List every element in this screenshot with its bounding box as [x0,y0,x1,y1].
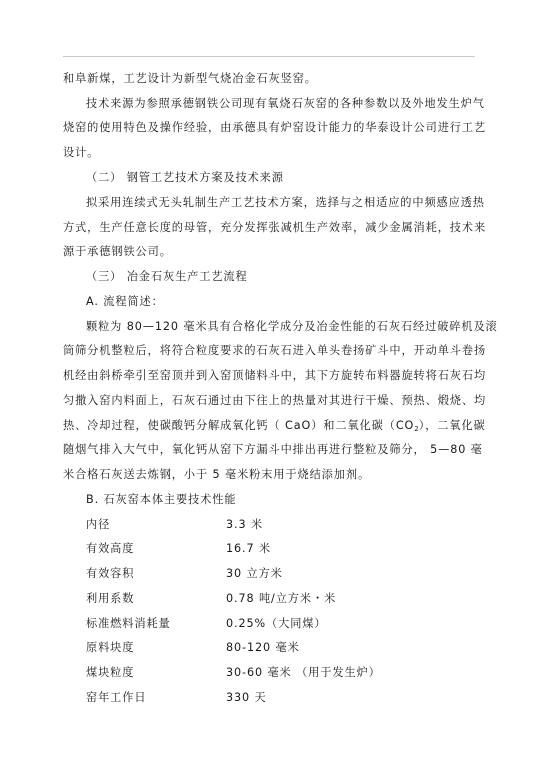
spec-label: 利用系数 [86,592,135,605]
paragraph-line: 颗粒为 80—120 毫米具有合格化学成分及冶金性能的石灰石经过破碎机及滚 [86,320,498,333]
subheading-b: B. 石灰窑本体主要技术性能 [86,493,237,506]
paragraph-line: 随烟气排入大气中，氧化钙从窑下方漏斗中排出再进行整粒及筛分， 5—80 毫 [63,443,483,456]
subscript: 2 [414,425,419,433]
paragraph-line: 筒筛分机整粒后，将符合粒度要求的石灰石进入单头卷扬矿斗中，开动单斗卷扬 [63,344,487,357]
spec-label: 有效容积 [86,567,135,580]
spec-value: 330 天 [226,691,267,704]
subheading-a: A. 流程简述： [86,295,164,308]
header-rule [63,56,475,57]
spec-value: 30 立方米 [226,567,283,580]
paragraph-line: 机经由斜桥牵引至窑顶并到入窑顶储料斗中，其下方旋转布料器旋转将石灰石均 [63,369,487,382]
spec-label: 标准燃料消耗量 [86,617,171,630]
spec-label: 有效高度 [86,542,135,555]
section-heading-3: （三） 冶金石灰生产工艺流程 [86,270,248,283]
paragraph-line [63,419,486,436]
spec-value: 0.78 吨/立方米・米 [226,592,337,605]
spec-value: 0.25%（大同煤） [226,617,327,630]
spec-label: 内径 [86,518,111,531]
spec-value: 80-120 毫米 [226,641,300,654]
spec-label: 原料块度 [86,641,135,654]
text-segment: 热、冷却过程，使碳酸钙分解成氧化钙（ CaO）和二氧化碳（CO [63,419,415,432]
paragraph-line: 拟采用连续式无头轧制生产工艺技术方案，选择与之相适应的中频感应透热 [86,196,485,209]
section-heading-2: （二） 钢管工艺技术方案及技术来源 [86,171,284,184]
spec-value: 16.7 米 [226,542,272,555]
paragraph-line: 烧窑的使用特色及操作经验，由承德具有炉窑设计能力的华泰设计公司进行工艺 [63,121,487,134]
paragraph-line: 方式，生产任意长度的母管，充分发挥张减机生产效率，减少金属消耗，技术来 [63,221,487,234]
paragraph-line: 和阜新煤，工艺设计为新型气烧冶金石灰竖窑。 [63,72,317,85]
spec-label: 煤块粒度 [86,666,135,679]
paragraph-line: 匀撒入窑内料面上，石灰石通过由下往上的热量对其进行干燥、预热、煅烧、均 [63,394,487,407]
spec-value: 30-60 毫米 （用于发生炉） [226,666,381,679]
paragraph-line: 设计。 [63,146,100,159]
paragraph-line: 源于承德钢铁公司。 [63,245,172,258]
spec-label: 窑年工作日 [86,691,147,704]
spec-value: 3.3 米 [226,518,264,531]
paragraph-line: 技术来源为参照承德钢铁公司现有氧烧石灰窑的各种参数以及外地发生炉气 [86,97,485,110]
paragraph-line: 米合格石灰送去炼钢，小于 5 毫米粉末用于烧结添加剂。 [63,468,371,481]
text-segment: ），二氧化碳 [418,419,486,432]
